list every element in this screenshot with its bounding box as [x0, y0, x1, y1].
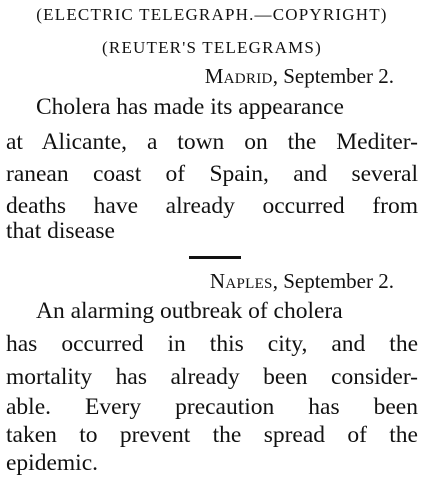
- dateline-naples: [0, 271, 394, 292]
- dateline-date: , September 2.: [272, 64, 394, 88]
- dateline-place: Madrid: [204, 64, 273, 88]
- section-divider: [189, 256, 241, 259]
- article-naples-line-6: epidemic.: [6, 450, 99, 476]
- dateline-madrid: [0, 66, 394, 87]
- header-reuters-telegrams: (REUTER'S TELEGRAMS): [102, 38, 322, 57]
- header-electric-telegraph: (ELECTRIC TELEGRAPH.—COPYRIGHT): [36, 5, 388, 24]
- dateline-date: , September 2.: [272, 269, 394, 293]
- article-madrid-line-1: Cholera has made its appearance: [36, 94, 344, 120]
- dateline-place: Naples: [209, 269, 273, 293]
- article-naples-line-1: An alarming outbreak of cholera: [36, 298, 343, 324]
- article-madrid-line-5: that disease: [6, 218, 115, 244]
- article-madrid-line-2: at Alicante, a town on the Mediter-: [6, 129, 418, 155]
- article-naples-line-2: has occurred in this city, and the: [6, 331, 418, 357]
- article-madrid-line-4: deaths have already occurred from: [6, 193, 418, 219]
- article-madrid-line-3: ranean coast of Spain, and several: [6, 161, 418, 187]
- article-naples-line-3: mortality has already been consider-: [6, 364, 418, 390]
- article-naples-line-5: taken to prevent the spread of the: [6, 422, 418, 448]
- article-naples-line-4: able. Every precaution has been: [6, 394, 418, 420]
